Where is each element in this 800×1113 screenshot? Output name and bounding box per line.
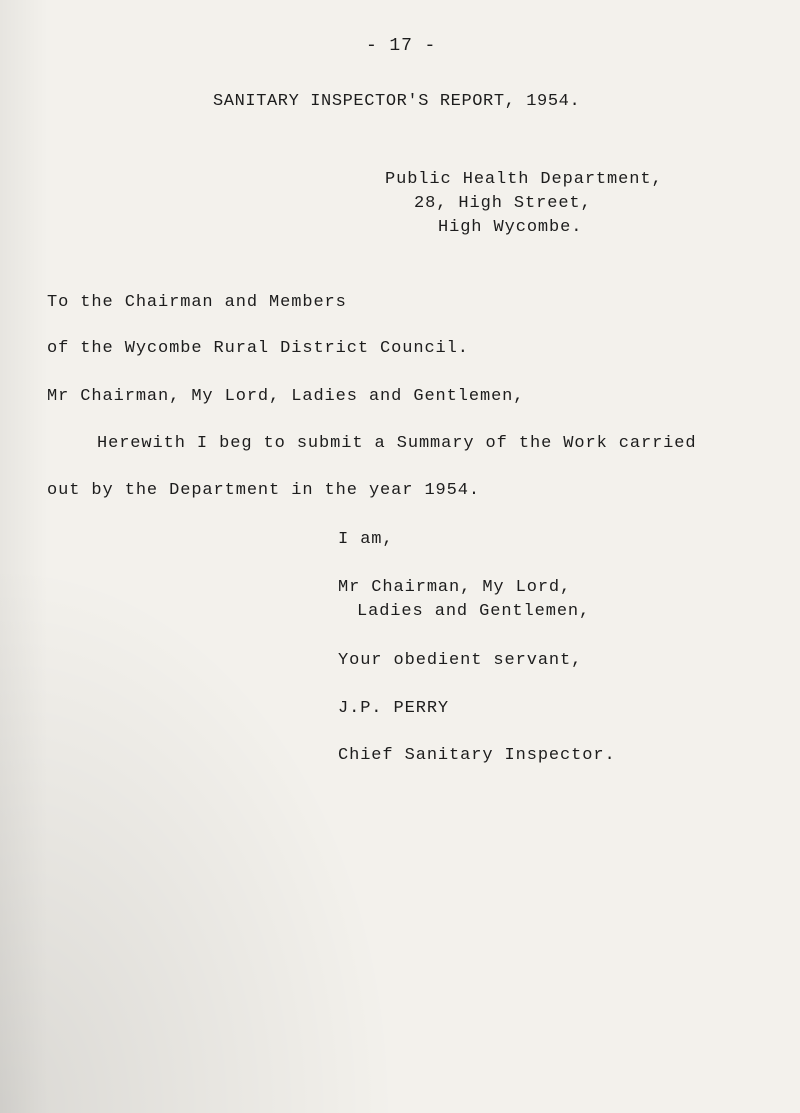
address-line-3: High Wycombe.	[438, 218, 583, 237]
greeting: Mr Chairman, My Lord, Ladies and Gentlemen,	[47, 387, 525, 406]
address-line-2: 28, High Street,	[414, 194, 592, 213]
body-line-1: Herewith I beg to submit a Summary of the Work carried	[97, 434, 697, 453]
closing-line-3: Ladies and Gentlemen,	[357, 602, 591, 621]
page-number: - 17 -	[366, 36, 437, 56]
report-title: SANITARY INSPECTOR'S REPORT, 1954.	[213, 92, 581, 111]
closing-line-4: Your obedient servant,	[338, 651, 583, 670]
closing-line-2: Mr Chairman, My Lord,	[338, 578, 572, 597]
address-line-1: Public Health Department,	[385, 170, 663, 189]
body-line-2: out by the Department in the year 1954.	[47, 481, 480, 500]
closing-line-1: I am,	[338, 530, 394, 549]
addressee-line-1: To the Chairman and Members	[47, 293, 347, 312]
addressee-line-2: of the Wycombe Rural District Council.	[47, 339, 469, 358]
signature-title: Chief Sanitary Inspector.	[338, 746, 616, 765]
signature-name: J.P. PERRY	[338, 699, 450, 718]
